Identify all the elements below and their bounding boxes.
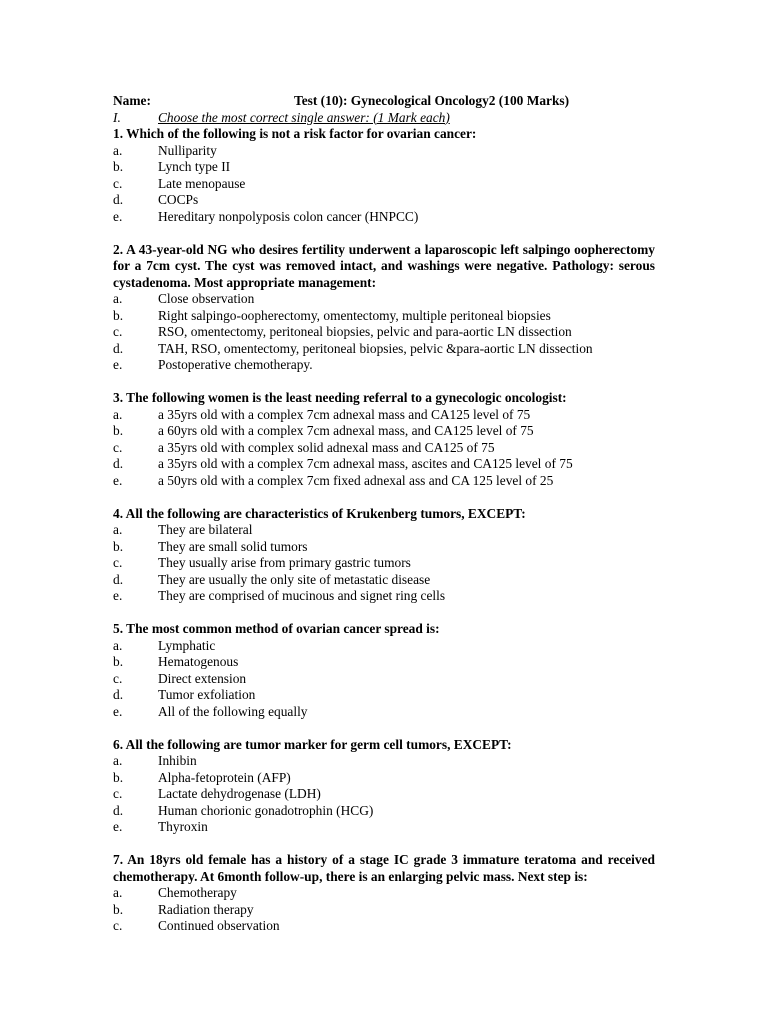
option-text: a 50yrs old with a complex 7cm fixed adnexal ass and CA 125 level of 25 <box>158 472 554 488</box>
option-text: TAH, RSO, omentectomy, peritoneal biopsies, pelvic &para-aortic LN dissection <box>158 340 593 356</box>
option-letter: d. <box>113 192 124 207</box>
option-text: Close observation <box>158 291 255 306</box>
option-text: Postoperative chemotherapy. <box>158 357 313 372</box>
question-list <box>113 126 655 935</box>
answer-option <box>113 885 655 902</box>
question-stem: 7. An 18yrs old female has a history of a stage IC grade 3 immature teratoma and received chemotherapy. At 6month follow-up, there is an enlarging pelvic mass. Next step is: <box>113 852 655 884</box>
option-letter: c. <box>113 324 123 339</box>
section-number: I. <box>113 109 121 125</box>
answer-option <box>113 671 655 688</box>
answer-option <box>113 803 655 820</box>
answer-option <box>113 687 655 704</box>
question-spacer <box>113 836 655 853</box>
option-letter: b. <box>113 307 124 323</box>
option-text: Direct extension <box>158 670 247 686</box>
option-text: COCPs <box>158 192 199 207</box>
section-heading <box>113 110 655 127</box>
option-text: a 60yrs old with a complex 7cm adnexal mass, and CA125 level of 75 <box>158 423 534 438</box>
answer-option <box>113 555 655 572</box>
answer-option <box>113 192 655 209</box>
option-text: Inhibin <box>158 753 197 768</box>
question-7 <box>113 852 655 935</box>
exam-content <box>113 93 655 935</box>
option-text: RSO, omentectomy, peritoneal biopsies, pelvic and para-aortic LN dissection <box>158 324 572 339</box>
option-letter: d. <box>113 456 124 471</box>
option-letter: e. <box>113 357 123 372</box>
question-3 <box>113 390 655 489</box>
answer-option <box>113 786 655 803</box>
option-text: Tumor exfoliation <box>158 687 256 702</box>
option-letter: c. <box>113 786 123 801</box>
answer-option <box>113 440 655 457</box>
option-text: They are small solid tumors <box>158 538 308 554</box>
option-letter: c. <box>113 670 123 686</box>
answer-option <box>113 308 655 325</box>
option-text: Late menopause <box>158 175 246 191</box>
answer-option <box>113 176 655 193</box>
option-text: Right salpingo-oopherectomy, omentectomy, multiple peritoneal biopsies <box>158 307 551 323</box>
option-letter: e. <box>113 208 123 224</box>
question-spacer <box>113 225 655 242</box>
option-letter: b. <box>113 901 124 917</box>
option-text: They are usually the only site of metastatic disease <box>158 571 431 587</box>
option-text: a 35yrs old with a complex 7cm adnexal mass, ascites and CA125 level of 75 <box>158 456 573 471</box>
answer-option <box>113 572 655 589</box>
option-letter: e. <box>113 819 123 834</box>
question-2 <box>113 242 655 374</box>
option-text: They are comprised of mucinous and signet ring cells <box>158 588 446 603</box>
question-stem: 5. The most common method of ovarian cancer spread is: <box>113 621 440 636</box>
option-letter: d. <box>113 687 124 702</box>
option-text: Hereditary nonpolyposis colon cancer (HNPCC) <box>158 208 419 224</box>
option-text: They usually arise from primary gastric tumors <box>158 555 411 570</box>
exam-header <box>113 93 655 110</box>
option-letter: d. <box>113 802 124 818</box>
answer-option <box>113 423 655 440</box>
option-letter: c. <box>113 555 123 570</box>
option-letter: c. <box>113 175 123 191</box>
option-letter: e. <box>113 703 123 719</box>
answer-option <box>113 143 655 160</box>
option-letter: d. <box>113 340 124 356</box>
option-text: Lactate dehydrogenase (LDH) <box>158 786 321 801</box>
answer-option <box>113 753 655 770</box>
question-spacer <box>113 489 655 506</box>
question-spacer <box>113 720 655 737</box>
question-spacer <box>113 605 655 622</box>
answer-option <box>113 291 655 308</box>
question-stem: 6. All the following are tumor marker for germ cell tumors, EXCEPT: <box>113 736 512 752</box>
answer-option <box>113 357 655 374</box>
question-6 <box>113 737 655 836</box>
option-letter: a. <box>113 753 123 768</box>
answer-option <box>113 902 655 919</box>
answer-option <box>113 819 655 836</box>
answer-option <box>113 473 655 490</box>
question-stem: 1. Which of the following is not a risk factor for ovarian cancer: <box>113 126 477 141</box>
answer-option <box>113 407 655 424</box>
answer-option <box>113 588 655 605</box>
answer-option <box>113 704 655 721</box>
question-5 <box>113 621 655 720</box>
option-text: a 35yrs old with a complex 7cm adnexal mass and CA125 level of 75 <box>158 406 531 422</box>
question-4 <box>113 506 655 605</box>
option-text: Radiation therapy <box>158 901 254 917</box>
question-stem: 4. All the following are characteristics of Krukenberg tumors, EXCEPT: <box>113 505 526 521</box>
option-text: a 35yrs old with complex solid adnexal mass and CA125 of 75 <box>158 439 495 455</box>
option-text: They are bilateral <box>158 522 253 537</box>
option-text: Continued observation <box>158 918 280 933</box>
answer-option <box>113 654 655 671</box>
option-letter: a. <box>113 142 123 158</box>
option-letter: c. <box>113 918 123 933</box>
option-letter: d. <box>113 571 124 587</box>
answer-option <box>113 918 655 935</box>
option-text: Lynch type II <box>158 159 231 174</box>
option-letter: a. <box>113 637 123 653</box>
option-text: Chemotherapy <box>158 885 237 900</box>
option-text: Nulliparity <box>158 142 217 158</box>
answer-option <box>113 456 655 473</box>
answer-option <box>113 341 655 358</box>
option-letter: c. <box>113 439 123 455</box>
section-instruction: Choose the most correct single answer: (1 Mark each) <box>158 109 450 125</box>
option-letter: e. <box>113 472 123 488</box>
answer-option <box>113 770 655 787</box>
answer-option <box>113 209 655 226</box>
option-text: Lymphatic <box>158 637 216 653</box>
option-letter: b. <box>113 769 124 785</box>
question-spacer <box>113 374 655 391</box>
exam-title: Test (10): Gynecological Oncology2 (100 Marks) <box>294 93 570 108</box>
option-letter: a. <box>113 522 123 537</box>
option-letter: a. <box>113 291 123 306</box>
option-text: Thyroxin <box>158 819 208 834</box>
answer-option <box>113 324 655 341</box>
option-text: All of the following equally <box>158 703 308 719</box>
option-text: Alpha-fetoprotein (AFP) <box>158 769 291 785</box>
option-letter: b. <box>113 538 124 554</box>
answer-option <box>113 638 655 655</box>
answer-option <box>113 522 655 539</box>
option-letter: a. <box>113 406 123 422</box>
option-text: Human chorionic gonadotrophin (HCG) <box>158 802 374 818</box>
answer-option <box>113 159 655 176</box>
option-letter: e. <box>113 588 123 603</box>
question-stem: 3. The following women is the least needing referral to a gynecologic oncologist: <box>113 390 567 405</box>
question-stem: 2. A 43-year-old NG who desires fertility underwent a laparoscopic left salpingo oopherectomy for a 7cm cyst. The cyst was removed intact, and washings were negative. Pathology: serous cystadenoma. Most appropriate management: <box>113 241 655 290</box>
name-label: Name: <box>113 93 151 108</box>
question-1 <box>113 126 655 225</box>
option-letter: b. <box>113 423 124 438</box>
answer-option <box>113 539 655 556</box>
option-letter: b. <box>113 654 124 669</box>
option-letter: b. <box>113 159 124 174</box>
option-text: Hematogenous <box>158 654 239 669</box>
option-letter: a. <box>113 885 123 900</box>
